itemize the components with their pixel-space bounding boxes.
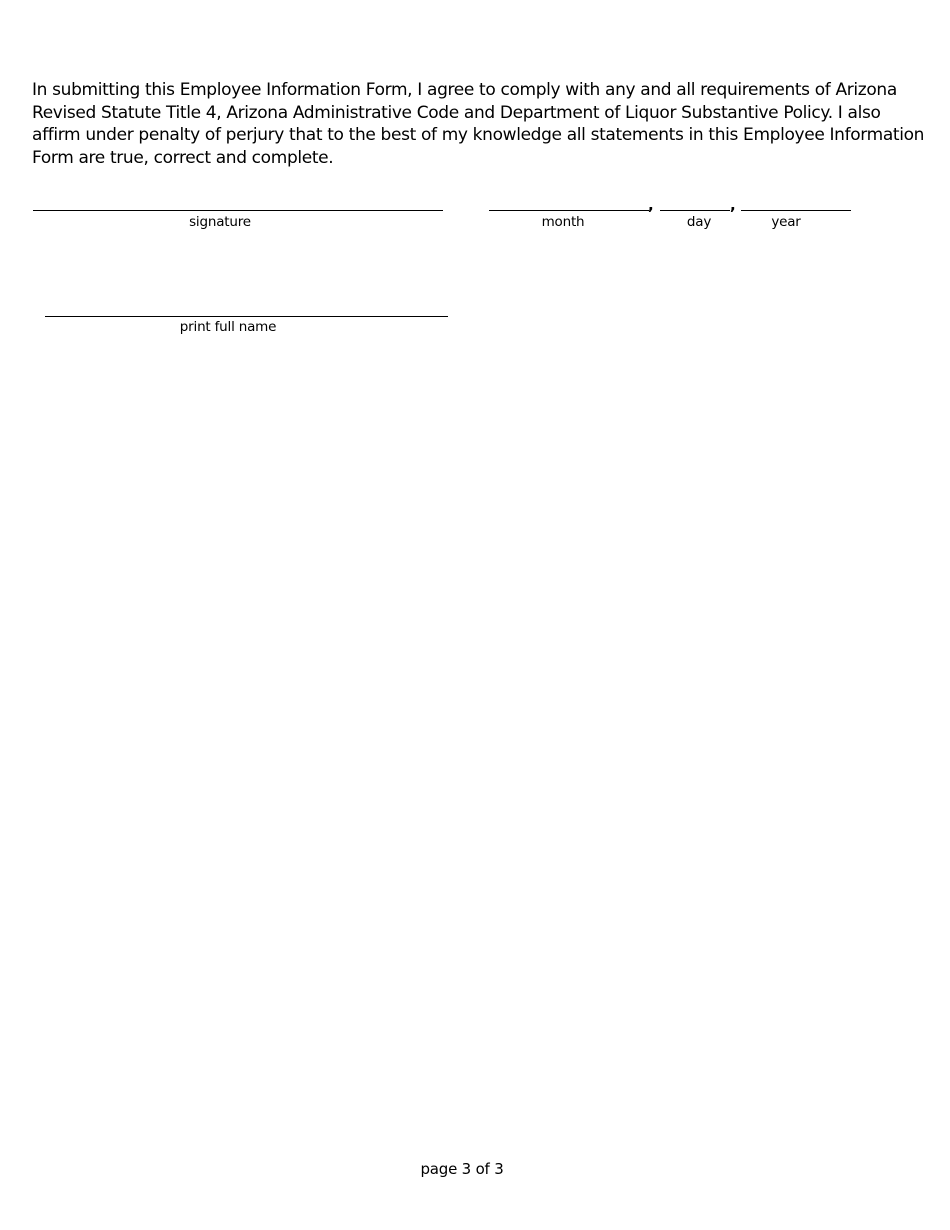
date-separator: , (648, 196, 654, 214)
affirmation-line: Revised Statute Title 4, Arizona Administrative Code and Department of Liquor Substantive Policy. I also (32, 102, 881, 123)
affirmation-line: Form are true, correct and complete. (32, 147, 334, 168)
print-name-field[interactable] (45, 316, 448, 317)
page-number: page 3 of 3 (420, 1160, 504, 1178)
year-field[interactable] (741, 210, 851, 211)
day-field[interactable] (660, 210, 730, 211)
signature-field[interactable] (33, 210, 443, 211)
signature-label: signature (189, 214, 251, 230)
date-separator: , (730, 196, 736, 214)
affirmation-line: affirm under penalty of perjury that to the best of my knowledge all statements in this Employee Information (32, 125, 925, 145)
month-field[interactable] (489, 210, 649, 211)
print-name-label: print full name (179, 319, 277, 335)
affirmation-paragraph (32, 79, 932, 169)
day-label: day (686, 214, 712, 230)
affirmation-line: In submitting this Employee Information Form, I agree to comply with any and all requirements of Arizona (32, 80, 897, 100)
month-label: month (541, 214, 585, 230)
year-label: year (771, 214, 801, 230)
